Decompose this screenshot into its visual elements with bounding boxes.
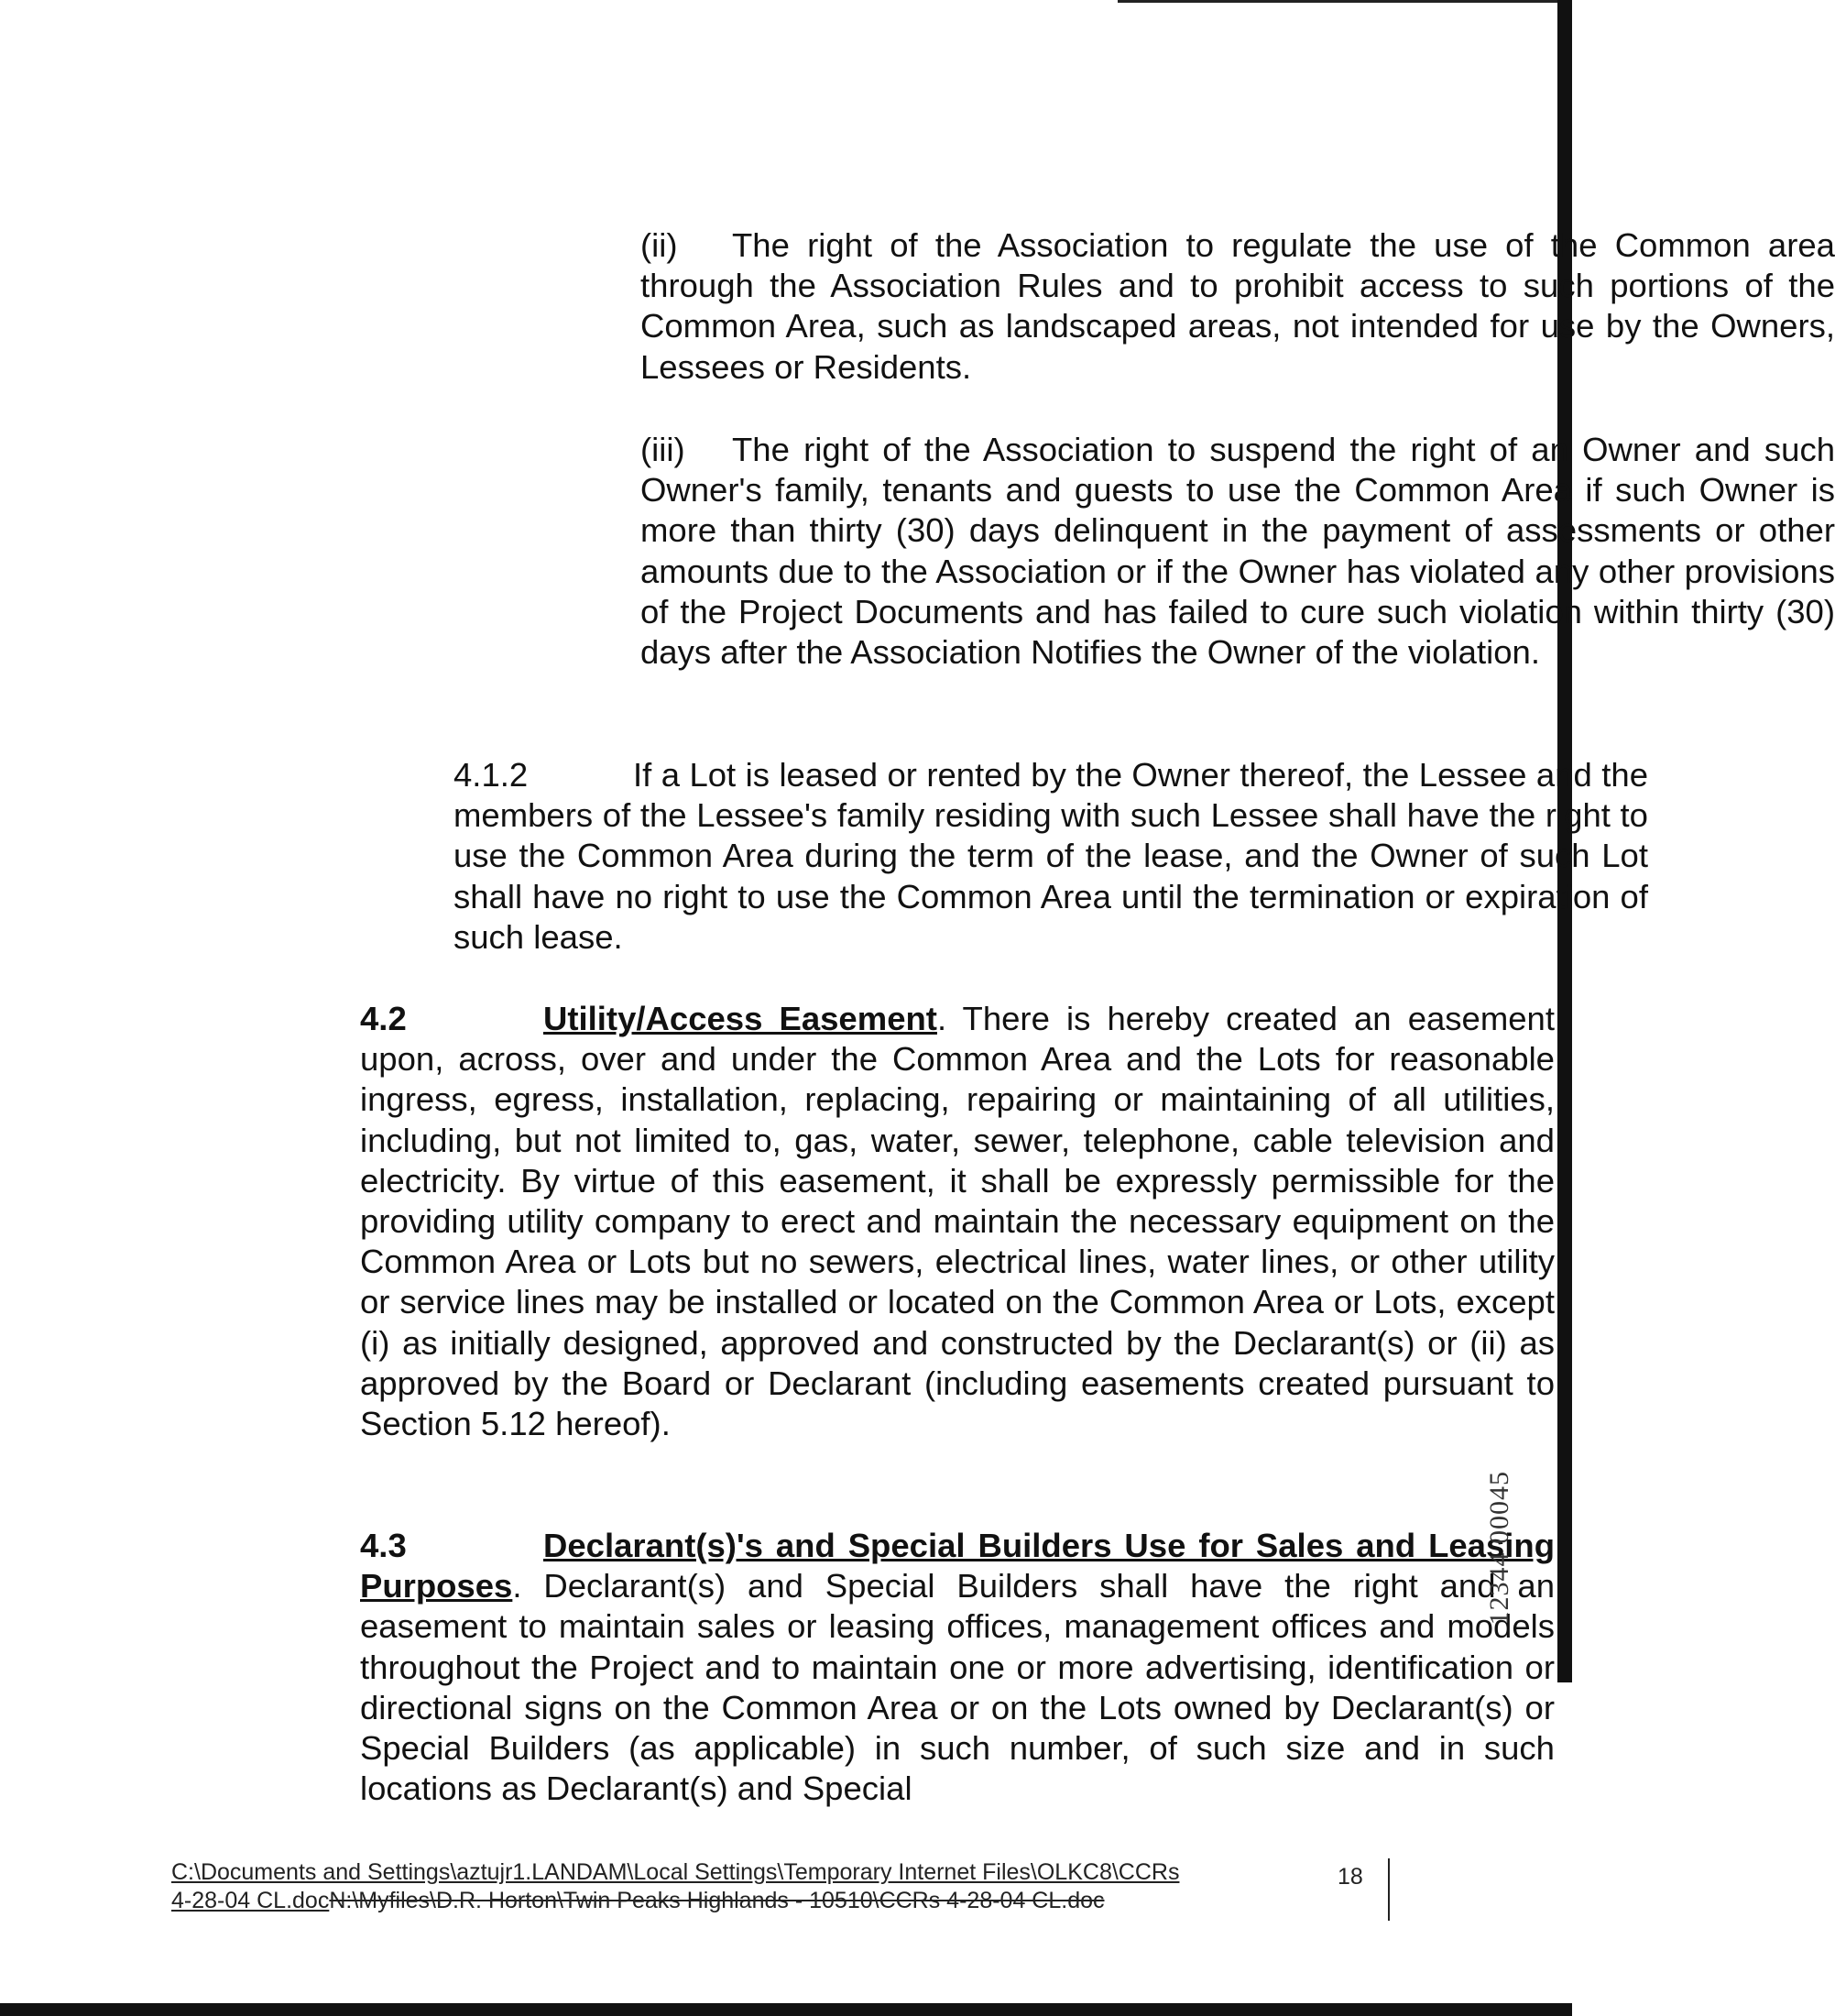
section-number: 4.3 — [360, 1527, 407, 1564]
footer-divider — [1388, 1858, 1390, 1921]
paragraph-text: The right of the Association to regulate the use of the Common area through the Association Rules and to prohibit access to such portions of the Common Area, such as landscaped areas, not intended for use by the Owners, Lessees or Residents. — [640, 226, 1835, 386]
paragraph-number: (ii) — [640, 226, 678, 264]
section-heading: Utility/Access Easement — [543, 1000, 937, 1037]
section-4-2 — [177, 999, 1555, 1444]
footer-path-line-2 — [171, 1887, 1316, 1915]
section-heading: Declarant(s)'s and Special Builders Use for Sales and Leasing Purposes — [360, 1527, 1555, 1605]
section-number: 4.2 — [360, 1000, 407, 1037]
footer-path-doc: 4-28-04 CL.doc — [171, 1888, 330, 1913]
section-4-3 — [177, 1526, 1555, 1809]
scan-edge-top — [1118, 0, 1572, 3]
paragraph-iii — [177, 430, 1835, 673]
bates-number: 12344 00045 — [1484, 1471, 1514, 1626]
scan-edge-bottom — [0, 2003, 1572, 2016]
paragraph-ii — [177, 225, 1835, 388]
paragraph-text: If a Lot is leased or rented by the Owner thereof, the Lessee and the members of the Lessee's family residing with such Lessee shall have the right to use the Common Area during the term of the lease, and the Owner of such Lot shall have no right to use the Common Area until the termination or expiration of such lease. — [453, 756, 1648, 956]
page-number: 18 — [1338, 1864, 1363, 1890]
paragraph-number: 4.1.2 — [453, 756, 529, 794]
paragraph-number: (iii) — [640, 431, 685, 468]
footer-file-path — [171, 1858, 1316, 1915]
section-text: . There is hereby created an easement upon, across, over and under the Common Area and the Lots for reasonable ingress, egress, installation, replacing, repairing or maintaining of all utilities, including, but not limited to, gas, water, sewer, telephone, cable television and electricity. By virtue of this easement, it shall be expressly permissible for the providing utility company to erect and maintain the necessary equipment on the Common Area or Lots but no sewers, electrical lines, water lines, or other utility or service lines may be installed or located on the Common Area or Lots, except (i) as initially designed, approved and constructed by the Declarant(s) or (ii) as approved by the Board or Declarant (including easements created pursuant to Section 5.12 hereof). — [360, 1000, 1555, 1443]
section-text: . Declarant(s) and Special Builders shall have the right and an easement to maintain sales or leasing offices, management offices and models throughout the Project and to maintain one or more advertising, identification or directional signs on the Common Area or on the Lots owned by Declarant(s) or Special Builders (as applicable) in such number, of such size and in such locations as Declarant(s) and Special — [360, 1567, 1555, 1808]
paragraph-4-1-2 — [177, 755, 1648, 958]
footer-path-line-1: C:\Documents and Settings\aztujr1.LANDAM\Local Settings\Temporary Internet Files\OLKC8\CCRs — [171, 1859, 1180, 1885]
footer-path-struck: N:\Myfiles\D.R. Horton\Twin Peaks Highlands - 10510\CCRs 4-28-04 CL.doc — [329, 1888, 1105, 1913]
paragraph-text: The right of the Association to suspend the right of an Owner and such Owner's family, tenants and guests to use the Common Area if such Owner is more than thirty (30) days delinquent in the payment of assessments or other amounts due to the Association or if the Owner has violated any other provisions of the Project Documents and has failed to cure such violation within thirty (30) days after the Association Notifies the Owner of the violation. — [640, 431, 1835, 672]
